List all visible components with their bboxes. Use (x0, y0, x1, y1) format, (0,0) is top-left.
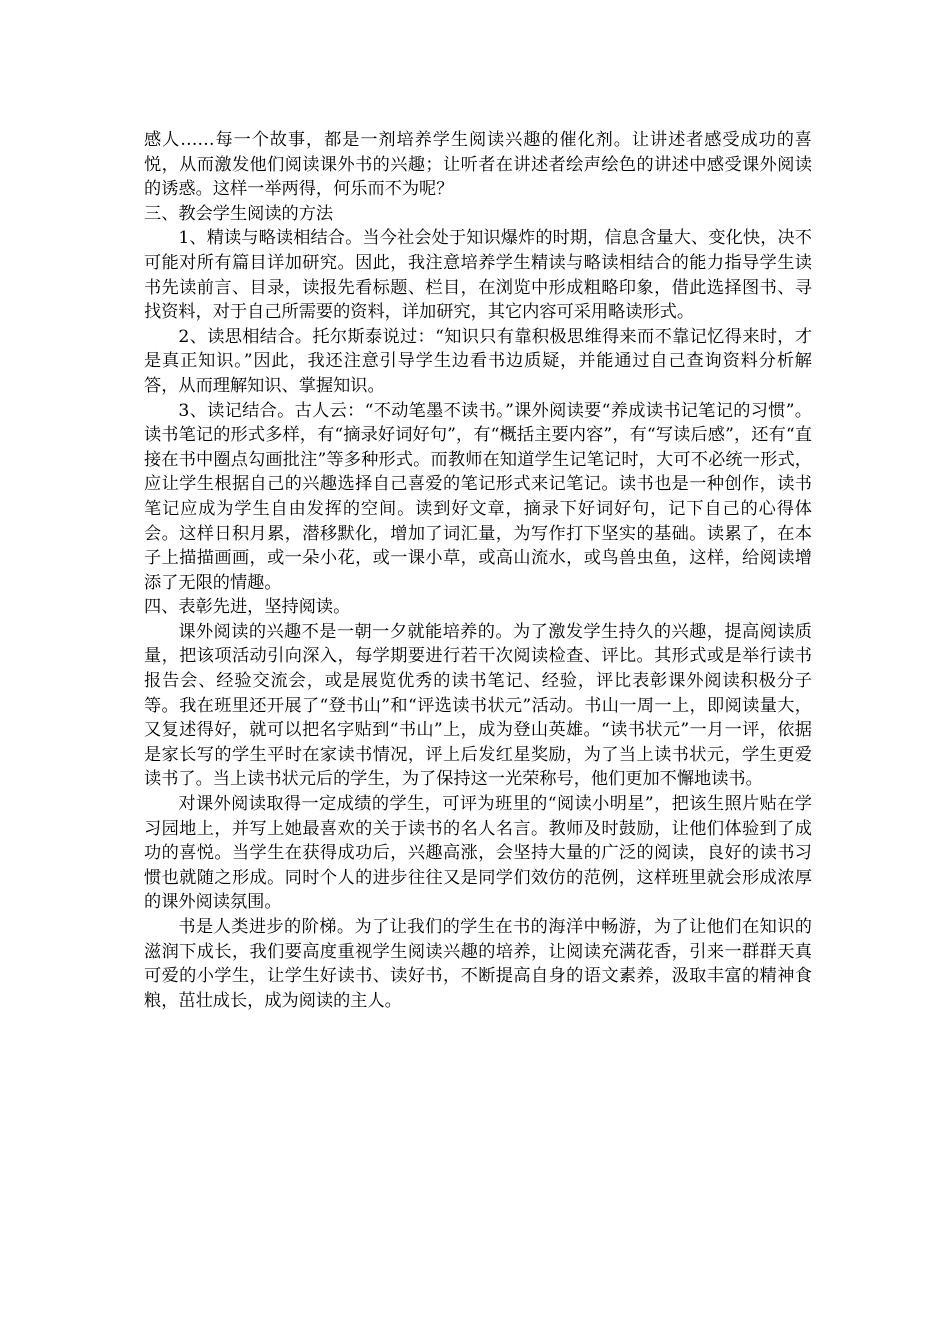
paragraph-reading-thinking: 2、读思相结合。托尔斯泰说过：“知识只有靠积极思维得来而不靠记忆得来时，才是真正知识。”因此，我还注意引导学生边看书边质疑，并能通过自己查询资料分析解答，从而理解知识、掌握知识。 (144, 326, 812, 396)
document-page (144, 128, 812, 1013)
paragraph-continued: 感人……每一个故事，都是一剂培养学生阅读兴趣的催化剂。让讲述者感受成功的喜悦，从而激发他们阅读课外书的兴趣；让听者在讲述者绘声绘色的讲述中感受课外阅读的诱惑。这样一举两得，何乐而不为呢？ (144, 130, 812, 200)
section-heading-4: 四、表彰先进，坚持阅读。 (144, 597, 351, 618)
section-heading-3: 三、教会学生阅读的方法 (144, 203, 334, 224)
paragraph-conclusion: 书是人类进步的阶梯。为了让我们的学生在书的海洋中畅游，为了让他们在知识的滋润下成长，我们要高度重视学生阅读兴趣的培养，让阅读充满花香，引来一群群天真可爱的小学生，让学生好读书、读好书，不断提高自身的语文素养，汲取丰富的精神食粮，茁壮成长，成为阅读的主人。 (144, 917, 812, 1011)
paragraph-intensive-reading: 1、精读与略读相结合。当今社会处于知识爆炸的时期，信息含量大、变化快，决不可能对所有篇目详加研究。因此，我注意培养学生精读与略读相结合的能力指导学生读书先读前言、目录，读报先看标题、栏目，在浏览中形成粗略印象，借此选择图书、寻找资料，对于自己所需要的资料，详加研究，其它内容可采用略读形式。 (144, 228, 812, 323)
paragraph-commendation: 课外阅读的兴趣不是一朝一夕就能培养的。为了激发学生持久的兴趣，提高阅读质量，把该项活动引向深入，每学期要进行若干次阅读检查、评比。其形式或是举行读书报告会、经验交流会，或是展览优秀的读书笔记、经验，评比表彰课外阅读积极分子等。我在班里还开展了“登书山”和“评选读书状元”活动。书山一周一上，即阅读量大，又复述得好，就可以把名字贴到“书山”上，成为登山英雄。“读书状元”一月一评，依据是家长写的学生平时在家读书情况，评上后发红星奖励，为了当上读书状元，学生更爱读书了。当上读书状元后的学生，为了保持这一光荣称号，他们更加不懈地读书。 (144, 621, 812, 790)
paragraph-reading-notes: 3、读记结合。古人云：“不动笔墨不读书。”课外阅读要“养成读书记笔记的习惯”。读书笔记的形式多样，有“摘录好词好句”，有“概括主要内容”，有“写读后感”，还有“直接在书中圈点勾画批注”等多种形式。而教师在知道学生记笔记时，大可不必统一形式，应让学生根据自己的兴趣选择自己喜爱的笔记形式来记笔记。读书也是一种创作，读书笔记应成为学生自由发挥的空间。读到好文章，摘录下好词好句，记下自己的心得体会。这样日积月累，潜移默化，增加了词汇量，为写作打下坚实的基础。读累了，在本子上描描画画，或一朵小花，或一课小草，或高山流水，或鸟兽虫鱼，这样，给阅读增添了无限的情趣。 (144, 400, 812, 593)
paragraph-reading-star: 对课外阅读取得一定成绩的学生，可评为班里的“阅读小明星”，把该生照片贴在学习园地上，并写上她最喜欢的关于读书的名人名言。教师及时鼓励，让他们体验到了成功的喜悦。当学生在获得成功后，兴趣高涨，会坚持大量的广泛的阅读，良好的读书习惯也就随之形成。同时个人的进步往往又是同学们效仿的范例，这样班里就会形成浓厚的课外阅读氛围。 (144, 794, 812, 913)
